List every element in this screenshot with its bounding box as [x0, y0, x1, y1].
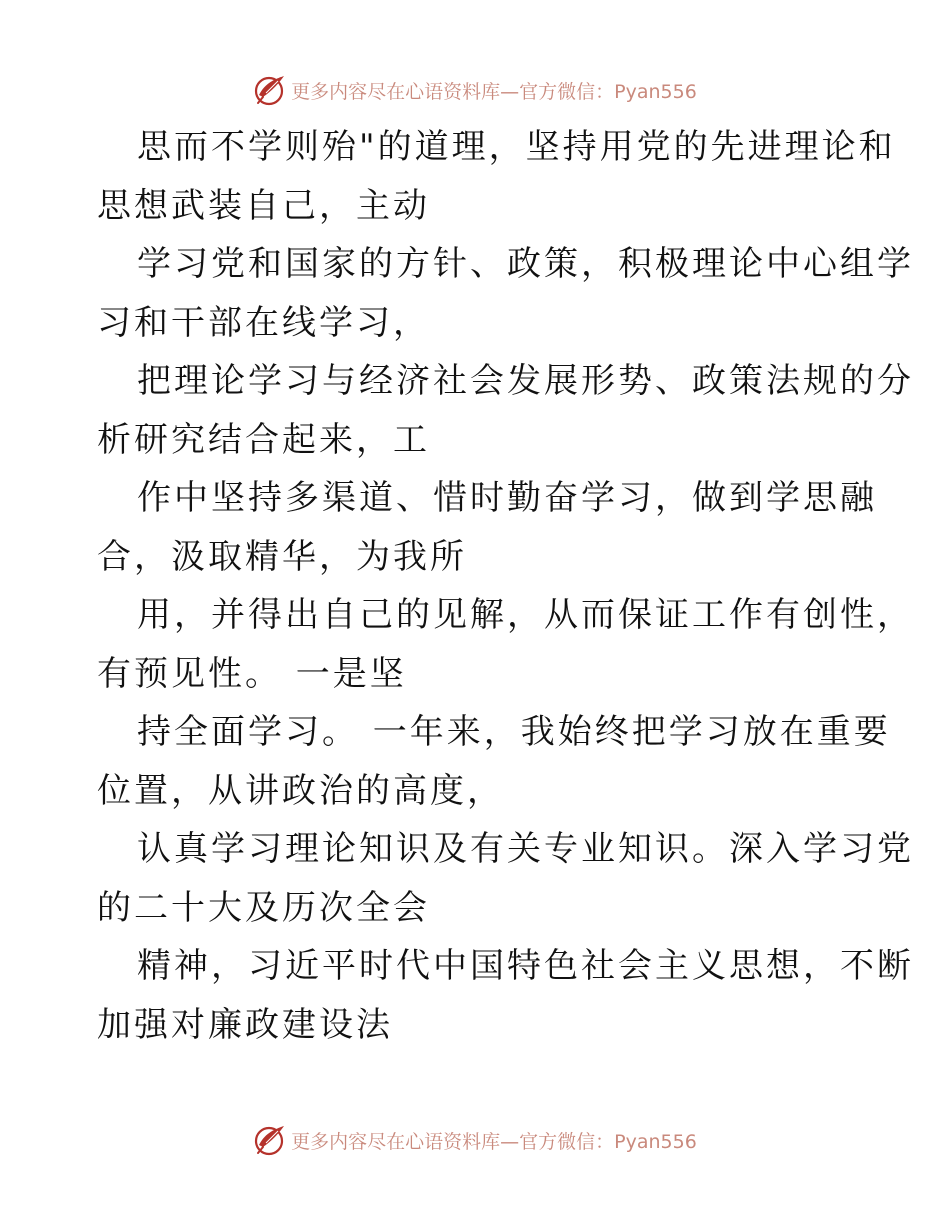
body-line: 作中坚持多渠道、惜时勤奋学习，做到学思融 [137, 478, 877, 518]
body-line: 思而不学则殆"的道理，坚持用党的先进理论和 [137, 127, 896, 167]
body-line: 学习党和国家的方针、政策，积极理论中心组学 [137, 244, 914, 284]
header-banner-text: 更多内容尽在心语资料库—官方微信：Pyan556 [291, 80, 697, 103]
body-line: 有预见性。 一是坚 [97, 653, 407, 694]
quill-pen-logo-icon [253, 73, 287, 107]
body-line: 持全面学习。 一年来，我始终把学习放在重要 [137, 712, 891, 752]
body-line: 把理论学习与经济社会发展形势、政策法规的分 [137, 361, 914, 401]
quill-pen-logo-icon [253, 1123, 287, 1157]
document-body [97, 118, 914, 1054]
body-line: 析研究结合起来，工 [97, 419, 430, 460]
footer-banner [0, 1120, 950, 1160]
body-line: 思想武装自己，主动 [97, 185, 430, 226]
body-line: 用，并得出自己的见解，从而保证工作有创性， [137, 595, 914, 635]
body-line: 加强对廉政建设法 [97, 1004, 393, 1045]
footer-banner-text: 更多内容尽在心语资料库—官方微信：Pyan556 [291, 1130, 697, 1153]
header-banner [0, 70, 950, 110]
body-line: 精神，习近平时代中国特色社会主义思想，不断 [137, 946, 914, 986]
body-line: 认真学习理论知识及有关专业知识。深入学习党 [137, 829, 914, 869]
body-line: 习和干部在线学习， [97, 302, 430, 343]
body-line: 合，汲取精华，为我所 [97, 536, 467, 577]
body-line: 的二十大及历次全会 [97, 887, 430, 928]
body-line: 位置，从讲政治的高度， [97, 770, 504, 811]
